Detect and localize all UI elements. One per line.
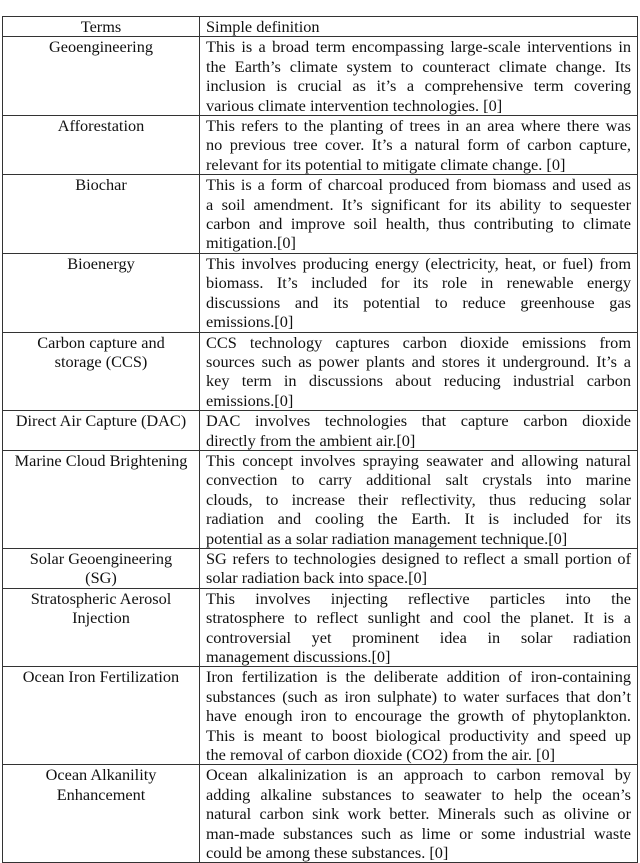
table-row (3, 450, 638, 548)
term-text: (SG) (85, 568, 117, 588)
definition-text: sources such as power plants and stores it underground. It’s a (206, 351, 631, 371)
header-row (3, 17, 638, 37)
definition-text: key term in discussions about reducing industrial carbon (206, 371, 631, 391)
term-cell (3, 175, 200, 254)
terms-definitions-table (2, 16, 638, 863)
term-cell (3, 116, 200, 175)
table-row (3, 667, 638, 765)
definition-text: This involves injecting reflective particles into the (206, 588, 631, 608)
term-text: Marine Cloud Brightening (14, 450, 188, 470)
definition-text: CCS technology captures carbon dioxide emissions from (206, 332, 631, 352)
term-cell (3, 765, 200, 863)
term-cell (3, 332, 200, 411)
definition-text: Iron fertilization is the deliberate addition of iron-containing (206, 667, 631, 687)
definition-text: substances (such as iron sulphate) to water surfaces that don’t (206, 686, 631, 706)
definition-cell (200, 175, 638, 254)
definition-text: This refers to the planting of trees in an area where there was (206, 116, 631, 136)
definition-text: adding alkaline substances to seawater to help the ocean’s (206, 784, 631, 804)
definition-text: man-made substances such as lime or some industrial waste (206, 823, 631, 843)
definition-text: the Earth’s climate system to counteract climate change. Its (206, 56, 631, 76)
definition-text: a soil amendment. It’s significant for its ability to sequester (206, 194, 631, 214)
term-text: Geoengineering (49, 37, 153, 57)
definition-text: mitigation.[0] (206, 233, 296, 253)
term-cell (3, 588, 200, 667)
term-text: Enhancement (56, 784, 146, 804)
definition-text: This is a form of charcoal produced from biomass and used as (206, 175, 631, 195)
term-text: Afforestation (57, 116, 145, 136)
definition-text: discussions and its potential to reduce greenhouse gas (206, 292, 631, 312)
definition-text: Ocean alkalinization is an approach to carbon removal by (206, 765, 631, 785)
term-cell (3, 450, 200, 548)
term-cell (3, 548, 200, 588)
definition-text: directly from the ambient air.[0] (206, 430, 416, 450)
table-row (3, 765, 638, 863)
definition-cell (200, 450, 638, 548)
header-definition: Simple definition (200, 17, 638, 37)
term-text: Stratospheric Aerosol (30, 588, 172, 608)
definition-text: This is meant to boost biological productivity and speed up (206, 725, 631, 745)
definition-cell (200, 588, 638, 667)
definition-text: DAC involves technologies that capture carbon dioxide (206, 411, 631, 431)
definition-text: This is a broad term encompassing large-scale interventions in (206, 37, 631, 57)
definition-cell (200, 548, 638, 588)
definition-cell (200, 411, 638, 451)
definition-text: stratosphere to reflect sunlight and cool the planet. It is a (206, 608, 631, 628)
definition-text: This concept involves spraying seawater and allowing natural (206, 450, 631, 470)
definition-cell (200, 253, 638, 332)
definition-cell (200, 37, 638, 116)
term-cell (3, 37, 200, 116)
term-text: Biochar (75, 175, 127, 195)
table-row (3, 116, 638, 175)
definition-text: This involves producing energy (electricity, heat, or fuel) from (206, 253, 631, 273)
table-row (3, 548, 638, 588)
term-text: Ocean Iron Fertilization (22, 667, 180, 687)
definition-cell (200, 332, 638, 411)
term-text: Ocean Alkanility (45, 765, 157, 785)
definition-text: emissions.[0] (206, 312, 294, 332)
term-cell (3, 411, 200, 451)
definition-cell (200, 116, 638, 175)
table-row (3, 37, 638, 116)
term-cell (3, 253, 200, 332)
table-row (3, 332, 638, 411)
header-terms: Terms (3, 17, 200, 37)
term-text: Direct Air Capture (DAC) (15, 411, 187, 431)
definition-text: have enough iron to encourage the growth of phytoplankton. (206, 706, 631, 726)
definition-text: clouds, to increase their reflectivity, thus reducing solar (206, 489, 631, 509)
definition-text: carbon and improve soil health, thus contributing to climate (206, 214, 631, 234)
term-text: Bioenergy (67, 253, 135, 273)
table-row (3, 175, 638, 254)
definition-text: various climate intervention technologies. [0] (206, 95, 503, 115)
term-text: Solar Geoengineering (29, 548, 173, 568)
definition-cell (200, 667, 638, 765)
term-cell (3, 667, 200, 765)
definition-text: radiation and cooling the Earth. It is included for its (206, 509, 631, 529)
definition-text: the removal of carbon dioxide (CO2) from the air. [0] (206, 745, 556, 765)
term-text: Injection (72, 608, 130, 628)
table-row (3, 411, 638, 451)
definition-text: inclusion is crucial as it’s a comprehensive term covering (206, 76, 631, 96)
table-row (3, 253, 638, 332)
definition-cell (200, 765, 638, 863)
definition-text: natural carbon sink work better. Minerals such as olivine or (206, 804, 631, 824)
definition-text: could be among these substances. [0] (206, 843, 449, 863)
definition-text: potential as a solar radiation management technique.[0] (206, 528, 568, 548)
definition-text: controversial yet prominent idea in solar radiation (206, 627, 631, 647)
table-row (3, 588, 638, 667)
definition-text: convection to carry additional salt crystals into marine (206, 470, 631, 490)
definition-text: solar radiation back into space.[0] (206, 568, 428, 588)
definition-text: relevant for its potential to mitigate climate change. [0] (206, 154, 566, 174)
definition-text: management discussions.[0] (206, 647, 391, 666)
definition-text: emissions.[0] (206, 390, 294, 410)
definition-text: no previous tree cover. It’s a natural form of carbon capture, (206, 135, 631, 155)
term-text: Carbon capture and (37, 332, 165, 352)
term-text: storage (CCS) (54, 351, 148, 371)
definition-text: biomass. It’s included for its role in renewable energy (206, 273, 631, 293)
definition-text: SG refers to technologies designed to reflect a small portion of (206, 548, 631, 568)
